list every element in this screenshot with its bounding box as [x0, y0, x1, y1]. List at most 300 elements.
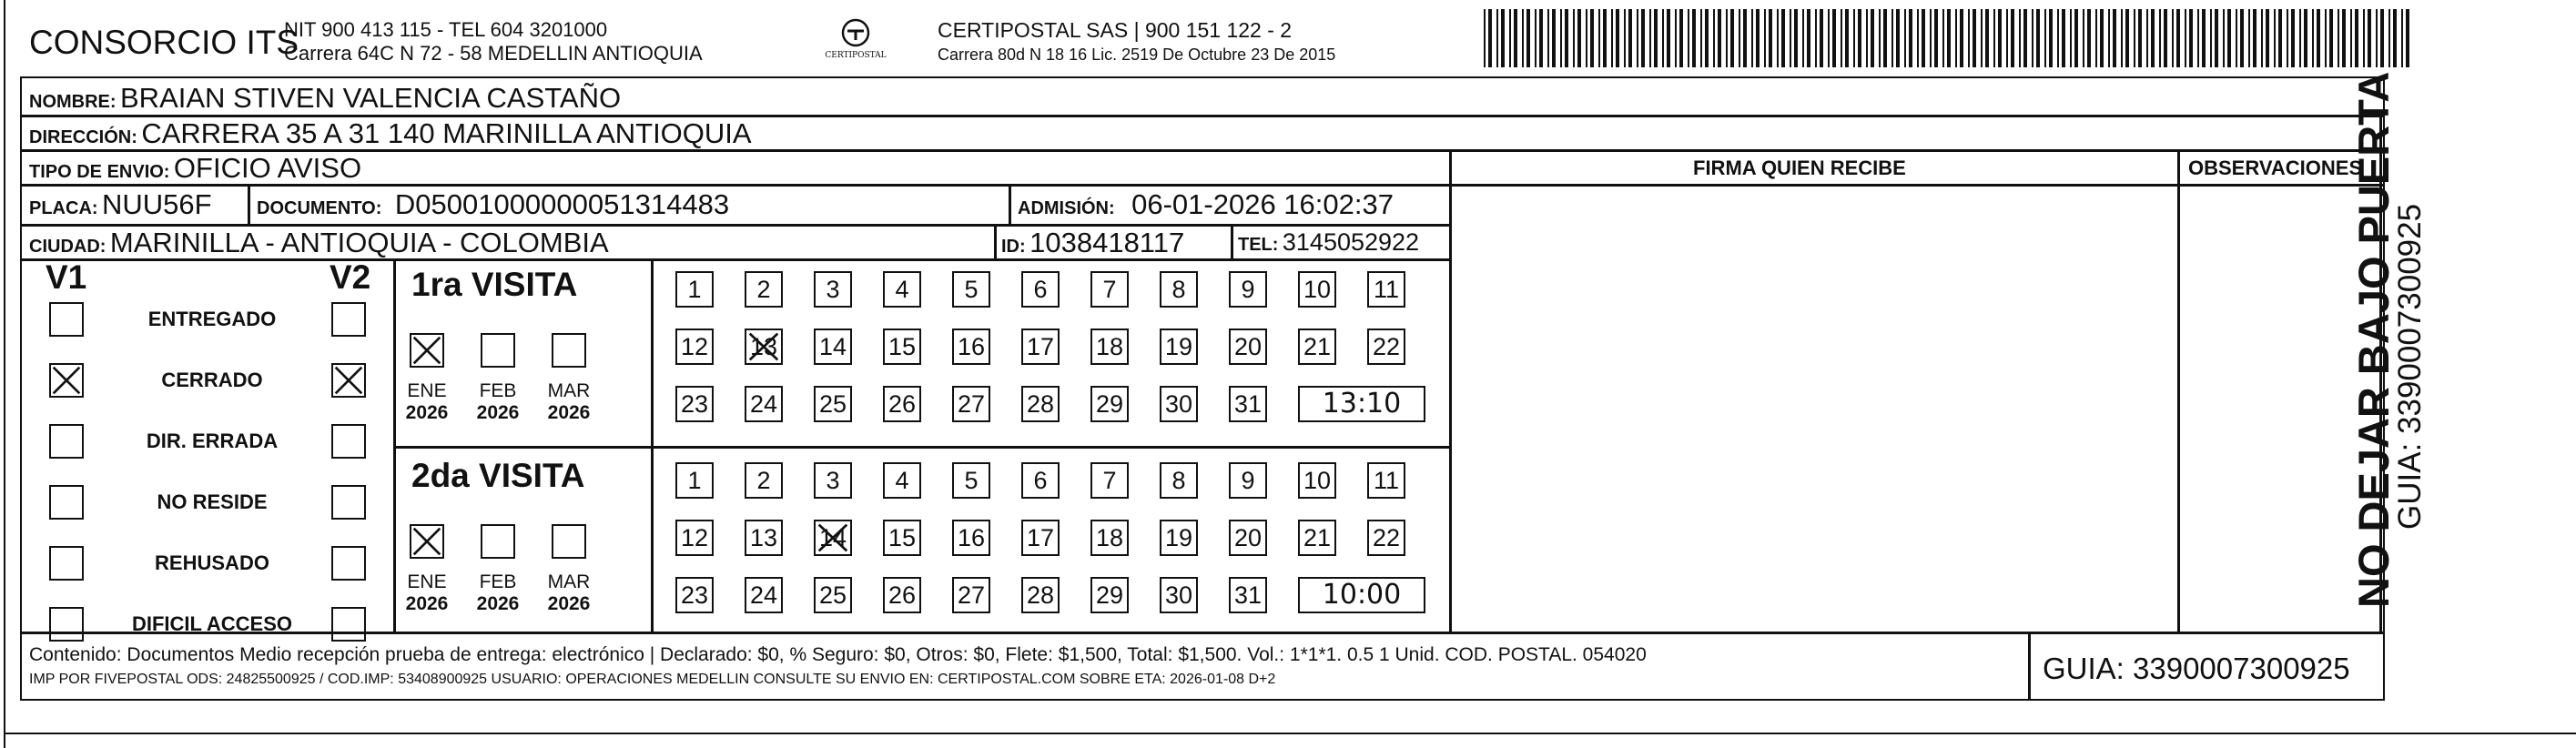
barcode-bar — [2350, 9, 2352, 67]
barcode-bar — [1662, 9, 1664, 67]
barcode-bar — [2100, 9, 2104, 67]
logo-text: CERTIPOSTAL — [825, 51, 887, 60]
day-box[interactable] — [1367, 271, 1405, 308]
barcode-bar — [1522, 9, 1524, 67]
day-box[interactable] — [1229, 462, 1267, 499]
v1-checkbox[interactable] — [49, 302, 84, 337]
name-row — [29, 82, 621, 115]
barcode-bar — [2363, 9, 2365, 67]
barcode-bar — [1692, 9, 1696, 67]
day-box[interactable] — [1160, 271, 1198, 308]
id-value: 1038418117 — [1029, 227, 1185, 258]
day-number: 18 — [1095, 333, 1124, 360]
day-number: 28 — [1026, 581, 1055, 609]
day-box[interactable] — [1021, 520, 1060, 556]
v1-checkbox[interactable] — [49, 485, 84, 520]
barcode-bar — [2236, 9, 2237, 67]
barcode-bar — [2388, 9, 2390, 67]
month-name: MAR — [547, 380, 591, 401]
barcode-bar — [1790, 9, 1791, 67]
day-number: 31 — [1233, 390, 1263, 418]
barcode-bar — [1586, 9, 1587, 67]
barcode-bar — [1628, 9, 1632, 67]
day-number: 19 — [1164, 333, 1193, 360]
barcode-bar — [1871, 9, 1874, 67]
barcode-bar — [1501, 9, 1505, 67]
day-number: 24 — [749, 390, 778, 418]
day-box[interactable] — [1021, 271, 1060, 308]
month-checkbox[interactable] — [410, 333, 444, 368]
barcode-bar — [1853, 9, 1855, 67]
day-number: 6 — [1033, 467, 1048, 494]
day-box[interactable] — [1298, 520, 1336, 556]
day-number: 18 — [1095, 524, 1124, 551]
day-box[interactable] — [1229, 577, 1267, 613]
day-number: 4 — [895, 467, 909, 494]
barcode-bar — [1947, 9, 1951, 67]
day-number: 22 — [1372, 333, 1401, 360]
barcode-bar — [2338, 9, 2339, 67]
v2-checkbox[interactable] — [331, 546, 366, 581]
tel-row — [1238, 228, 1419, 257]
day-box[interactable] — [1298, 271, 1336, 308]
day-box[interactable] — [1021, 462, 1060, 499]
barcode-bar — [2151, 9, 2155, 67]
barcode-bar — [2240, 9, 2244, 67]
day-number: 10 — [1303, 467, 1332, 494]
barcode-bar — [2019, 9, 2021, 67]
footer-content: Contenido: Documentos Medio recepción prueba de entrega: electrónico | Declarado: $0, % Seguro: $0, Otros: $0, Flete: $1,500, Total: $1,500. Vol.: 1*1*1. 0.5 1 Unid. COD. POSTAL. 054020 — [29, 644, 1647, 665]
day-box[interactable] — [1367, 329, 1405, 365]
barcode-bar — [2261, 9, 2263, 67]
barcode-bar — [2278, 9, 2282, 67]
barcode-bar — [2108, 9, 2110, 67]
day-box[interactable] — [883, 577, 921, 613]
day-number: 29 — [1095, 390, 1124, 418]
day-box[interactable] — [1090, 329, 1129, 365]
barcode-bar — [2287, 9, 2288, 67]
barcode-bar — [1993, 9, 1995, 67]
day-box[interactable] — [814, 329, 852, 365]
day-number: 7 — [1102, 467, 1117, 494]
month-year: 2026 — [547, 593, 591, 614]
barcode-bar — [2253, 9, 2257, 67]
day-number: 12 — [680, 333, 709, 360]
day-mark-icon — [746, 330, 781, 363]
barcode-bar — [1535, 9, 1536, 67]
day-box[interactable] — [745, 577, 783, 613]
day-box[interactable] — [1160, 462, 1198, 499]
month-year: 2026 — [547, 402, 591, 423]
day-number: 23 — [680, 581, 709, 609]
day-box[interactable] — [1160, 386, 1198, 422]
day-box[interactable] — [1160, 329, 1198, 365]
barcode-bar — [1858, 9, 1861, 67]
barcode-bar — [2011, 9, 2014, 67]
barcode-bar — [1726, 9, 1728, 67]
day-number: 27 — [957, 581, 986, 609]
day-number: 23 — [680, 390, 709, 418]
day-number: 5 — [964, 467, 979, 494]
barcode-bar — [2376, 9, 2378, 67]
barcode-bar — [2227, 9, 2231, 67]
barcode-bar — [1590, 9, 1594, 67]
day-box[interactable] — [814, 462, 852, 499]
barcode-bar — [1891, 9, 1893, 67]
barcode-bar — [2036, 9, 2040, 67]
day-box[interactable] — [1229, 271, 1267, 308]
barcode-bar — [1922, 9, 1925, 67]
admission-row — [1018, 188, 1394, 221]
barcode-bar — [1998, 9, 2002, 67]
visit-time[interactable]: 13:10 — [1298, 386, 1425, 422]
day-box[interactable] — [1298, 462, 1336, 499]
tel-label: TEL: — [1238, 235, 1279, 255]
id-label: ID: — [1001, 237, 1026, 257]
day-number: 13 — [749, 333, 778, 360]
document-row — [257, 188, 729, 221]
barcode-bar — [1777, 9, 1779, 67]
month-year: 2026 — [405, 593, 449, 614]
barcode-bar — [2393, 9, 2397, 67]
barcode-bar — [1743, 9, 1747, 67]
status-option-label: DIR. ERRADA — [146, 430, 279, 452]
month-label — [471, 571, 525, 615]
day-number: 11 — [1373, 467, 1400, 494]
day-number: 1 — [687, 276, 702, 303]
day-box[interactable] — [1367, 520, 1405, 556]
barcode-bar — [1598, 9, 1600, 67]
barcode-bar — [1883, 9, 1887, 67]
day-box[interactable] — [952, 520, 990, 556]
address-label: DIRECCIÓN: — [29, 127, 137, 147]
day-box[interactable] — [1229, 386, 1267, 422]
day-number: 29 — [1095, 581, 1124, 609]
status-option-label: ENTREGADO — [147, 308, 277, 330]
barcode-bar — [1705, 9, 1709, 67]
status-option-label: DIFICIL ACCESO — [131, 612, 292, 635]
barcode-bar — [1896, 9, 1900, 67]
barcode-bar — [2164, 9, 2167, 67]
barcode-bar — [2172, 9, 2174, 67]
day-box[interactable] — [1090, 577, 1129, 613]
barcode-bar — [1845, 9, 1849, 67]
name-label: NOMBRE: — [29, 92, 117, 112]
day-number: 13 — [749, 524, 778, 551]
v1-checkbox[interactable] — [49, 363, 84, 398]
plate-label: PLACA: — [29, 198, 98, 218]
barcode-bar — [1909, 9, 1912, 67]
barcode-bar — [2215, 9, 2218, 67]
city-value: MARINILLA - ANTIOQUIA - COLOMBIA — [109, 227, 609, 258]
day-box[interactable] — [1160, 577, 1198, 613]
day-box[interactable] — [675, 271, 714, 308]
barcode-bar — [1565, 9, 1568, 67]
v2-checkbox[interactable] — [331, 424, 366, 459]
day-number: 25 — [818, 581, 847, 609]
barcode-bar — [2070, 9, 2072, 67]
day-box[interactable] — [675, 329, 714, 365]
barcode-bar — [2325, 9, 2327, 67]
day-box[interactable] — [1090, 520, 1129, 556]
day-number: 12 — [680, 524, 709, 551]
day-box[interactable] — [952, 271, 990, 308]
barcode-bar — [1667, 9, 1670, 67]
day-box[interactable] — [952, 462, 990, 499]
signature-header: FIRMA QUIEN RECIBE — [1693, 157, 1906, 179]
plate-row — [29, 188, 212, 221]
barcode-bar — [2342, 9, 2346, 67]
barcode-bar — [2329, 9, 2333, 67]
month-label — [471, 380, 525, 424]
day-number: 27 — [957, 390, 986, 418]
barcode-bar — [2291, 9, 2295, 67]
type-label: TIPO DE ENVIO: — [29, 162, 170, 182]
barcode-bar — [1841, 9, 1842, 67]
month-name: MAR — [547, 571, 591, 592]
barcode-bar — [1679, 9, 1683, 67]
barcode-bar — [1973, 9, 1976, 67]
status-option-label: NO RESIDE — [157, 490, 268, 513]
month-label — [542, 571, 596, 615]
day-box[interactable] — [1021, 386, 1060, 422]
barcode-bar — [1960, 9, 1963, 67]
barcode-bar — [1577, 9, 1581, 67]
day-box[interactable] — [1229, 329, 1267, 365]
v2-checkbox[interactable] — [331, 363, 366, 398]
day-box[interactable] — [1298, 329, 1336, 365]
barcode-bar — [1616, 9, 1619, 67]
day-box[interactable] — [675, 520, 714, 556]
day-box[interactable] — [1090, 271, 1129, 308]
day-box[interactable] — [745, 271, 783, 308]
barcode-bar — [2223, 9, 2225, 67]
day-box[interactable] — [745, 520, 783, 556]
barcode-bar — [1968, 9, 1970, 67]
barcode-bar — [1828, 9, 1830, 67]
status-option-label: REHUSADO — [155, 551, 269, 574]
day-number: 26 — [887, 581, 917, 609]
day-number: 8 — [1171, 467, 1186, 494]
barcode-bar — [1484, 9, 1486, 67]
status-option-label: CERRADO — [161, 369, 263, 391]
day-number: 14 — [818, 524, 847, 551]
barcode-bar — [1624, 9, 1626, 67]
day-box[interactable] — [883, 386, 921, 422]
month-checkbox[interactable] — [552, 333, 586, 368]
barcode-bar — [1496, 9, 1498, 67]
v1-checkbox[interactable] — [49, 607, 84, 642]
month-checkbox[interactable] — [552, 524, 586, 559]
month-name: FEB — [479, 380, 517, 401]
day-number: 16 — [957, 524, 986, 551]
month-checkbox[interactable] — [481, 333, 515, 368]
day-box[interactable] — [883, 271, 921, 308]
day-number: 2 — [756, 467, 771, 494]
v1-header: V1 — [46, 258, 87, 296]
day-number: 15 — [887, 524, 917, 551]
v2-header: V2 — [330, 258, 371, 296]
month-checkbox[interactable] — [410, 524, 444, 559]
id-row — [1001, 227, 1184, 259]
barcode-bar — [1739, 9, 1740, 67]
day-number: 20 — [1233, 524, 1263, 551]
day-number: 24 — [749, 581, 778, 609]
barcode-bar — [1573, 9, 1575, 67]
document-value: D05001000000051314483 — [394, 188, 730, 220]
month-name: ENE — [407, 380, 447, 401]
barcode-bar — [2368, 9, 2371, 67]
day-box[interactable] — [1160, 520, 1198, 556]
barcode-bar — [1917, 9, 1919, 67]
day-box[interactable] — [952, 577, 990, 613]
day-mark-icon — [816, 521, 850, 554]
barcode-bar — [2159, 9, 2161, 67]
recipient-address: CARRERA 35 A 31 140 MARINILLA ANTIOQUIA — [141, 117, 752, 149]
day-box[interactable] — [1021, 577, 1060, 613]
day-box[interactable] — [952, 386, 990, 422]
barcode-bar — [1688, 9, 1689, 67]
barcode-bar — [1718, 9, 1721, 67]
day-box[interactable] — [675, 386, 714, 422]
plate-value: NUU56F — [102, 188, 212, 220]
day-box[interactable] — [814, 386, 852, 422]
day-number: 9 — [1241, 276, 1255, 303]
barcode-bar — [2317, 9, 2320, 67]
barcode-bar — [1815, 9, 1817, 67]
barcode-bar — [2087, 9, 2091, 67]
v1-checkbox[interactable] — [49, 424, 84, 459]
barcode-bar — [1802, 9, 1804, 67]
barcode-bar — [1539, 9, 1543, 67]
day-number: 15 — [887, 333, 917, 360]
barcode-bar — [2406, 9, 2409, 67]
day-number: 19 — [1164, 524, 1193, 551]
day-number: 26 — [887, 390, 917, 418]
day-box[interactable] — [1090, 386, 1129, 422]
day-box[interactable] — [675, 462, 714, 499]
barcode-bar — [2274, 9, 2276, 67]
v2-checkbox[interactable] — [331, 607, 366, 642]
barcode-bar — [2095, 9, 2097, 67]
day-box[interactable] — [745, 462, 783, 499]
v2-checkbox[interactable] — [331, 302, 366, 337]
day-number: 22 — [1372, 524, 1401, 551]
barcode-bar — [2049, 9, 2053, 67]
company-name: CONSORCIO ITS — [29, 24, 299, 61]
day-box[interactable] — [883, 329, 921, 365]
barcode-bar — [2074, 9, 2078, 67]
barcode-bar — [1769, 9, 1772, 67]
barcode-bar — [1756, 9, 1760, 67]
footer-guia: GUIA: 3390007300925 — [2043, 652, 2350, 685]
day-number: 28 — [1026, 390, 1055, 418]
barcode-bar — [1509, 9, 1511, 67]
month-label — [400, 380, 454, 424]
day-box[interactable] — [1367, 462, 1405, 499]
day-number: 17 — [1026, 333, 1055, 360]
day-box[interactable] — [883, 462, 921, 499]
month-year: 2026 — [405, 402, 449, 423]
barcode-bar — [1781, 9, 1785, 67]
city-row — [29, 227, 609, 259]
day-box[interactable] — [745, 386, 783, 422]
barcode-bar — [2146, 9, 2148, 67]
recipient-name: BRAIAN STIVEN VALENCIA CASTAÑO — [120, 82, 622, 114]
barcode-bar — [2121, 9, 2123, 67]
certipostal-logo — [824, 16, 887, 66]
barcode-bar — [1526, 9, 1530, 67]
barcode-bar — [2044, 9, 2046, 67]
day-number: 14 — [818, 333, 847, 360]
side-guia: GUIA: 3390007300925 — [2392, 203, 2428, 530]
barcode-bar — [1985, 9, 1989, 67]
day-box[interactable] — [952, 329, 990, 365]
barcode-bar — [2189, 9, 2193, 67]
day-number: 16 — [957, 333, 986, 360]
second-visit-title: 2da VISITA — [411, 457, 585, 494]
day-number: 7 — [1102, 276, 1117, 303]
day-box[interactable] — [675, 577, 714, 613]
barcode-bar — [1552, 9, 1556, 67]
document-label: DOCUMENTO: — [257, 198, 382, 218]
month-name: ENE — [407, 571, 447, 592]
day-box[interactable] — [814, 577, 852, 613]
day-number: 6 — [1033, 276, 1048, 303]
barcode-bar — [1675, 9, 1677, 67]
barcode-bar — [1981, 9, 1983, 67]
barcode-bar — [2299, 9, 2301, 67]
day-number: 8 — [1171, 276, 1186, 303]
day-box[interactable] — [745, 329, 783, 365]
day-number: 30 — [1164, 581, 1193, 609]
visit-time[interactable]: 10:00 — [1298, 577, 1425, 613]
admission-value: 06-01-2026 16:02:37 — [1131, 188, 1394, 220]
barcode-bar — [2266, 9, 2269, 67]
day-number: 17 — [1026, 524, 1055, 551]
barcode-bar — [1637, 9, 1638, 67]
barcode-bar — [1730, 9, 1734, 67]
barcode-bar — [1904, 9, 1906, 67]
v2-checkbox[interactable] — [331, 485, 366, 520]
company-address: Carrera 64C N 72 - 58 MEDELLIN ANTIOQUIA — [284, 42, 703, 65]
day-box[interactable] — [814, 520, 852, 556]
month-label — [400, 571, 454, 615]
barcode-bar — [2401, 9, 2403, 67]
type-row — [29, 152, 361, 185]
barcode-bar — [2083, 9, 2084, 67]
barcode-bar — [2197, 9, 2199, 67]
day-box[interactable] — [1021, 329, 1060, 365]
barcode-bar — [2312, 9, 2314, 67]
barcode-bar — [2113, 9, 2116, 67]
barcode-bar — [1832, 9, 1836, 67]
day-number: 20 — [1233, 333, 1263, 360]
barcode-bar — [1649, 9, 1651, 67]
v1-checkbox[interactable] — [49, 546, 84, 581]
barcode-bar — [2057, 9, 2059, 67]
barcode-bar — [1764, 9, 1766, 67]
barcode-bar — [1700, 9, 1702, 67]
month-checkbox[interactable] — [481, 524, 515, 559]
waybill-frame — [20, 76, 2385, 701]
barcode-bar — [2355, 9, 2358, 67]
day-box[interactable] — [1229, 520, 1267, 556]
day-number: 25 — [818, 390, 847, 418]
day-box[interactable] — [1090, 462, 1129, 499]
day-box[interactable] — [883, 520, 921, 556]
day-box[interactable] — [814, 271, 852, 308]
